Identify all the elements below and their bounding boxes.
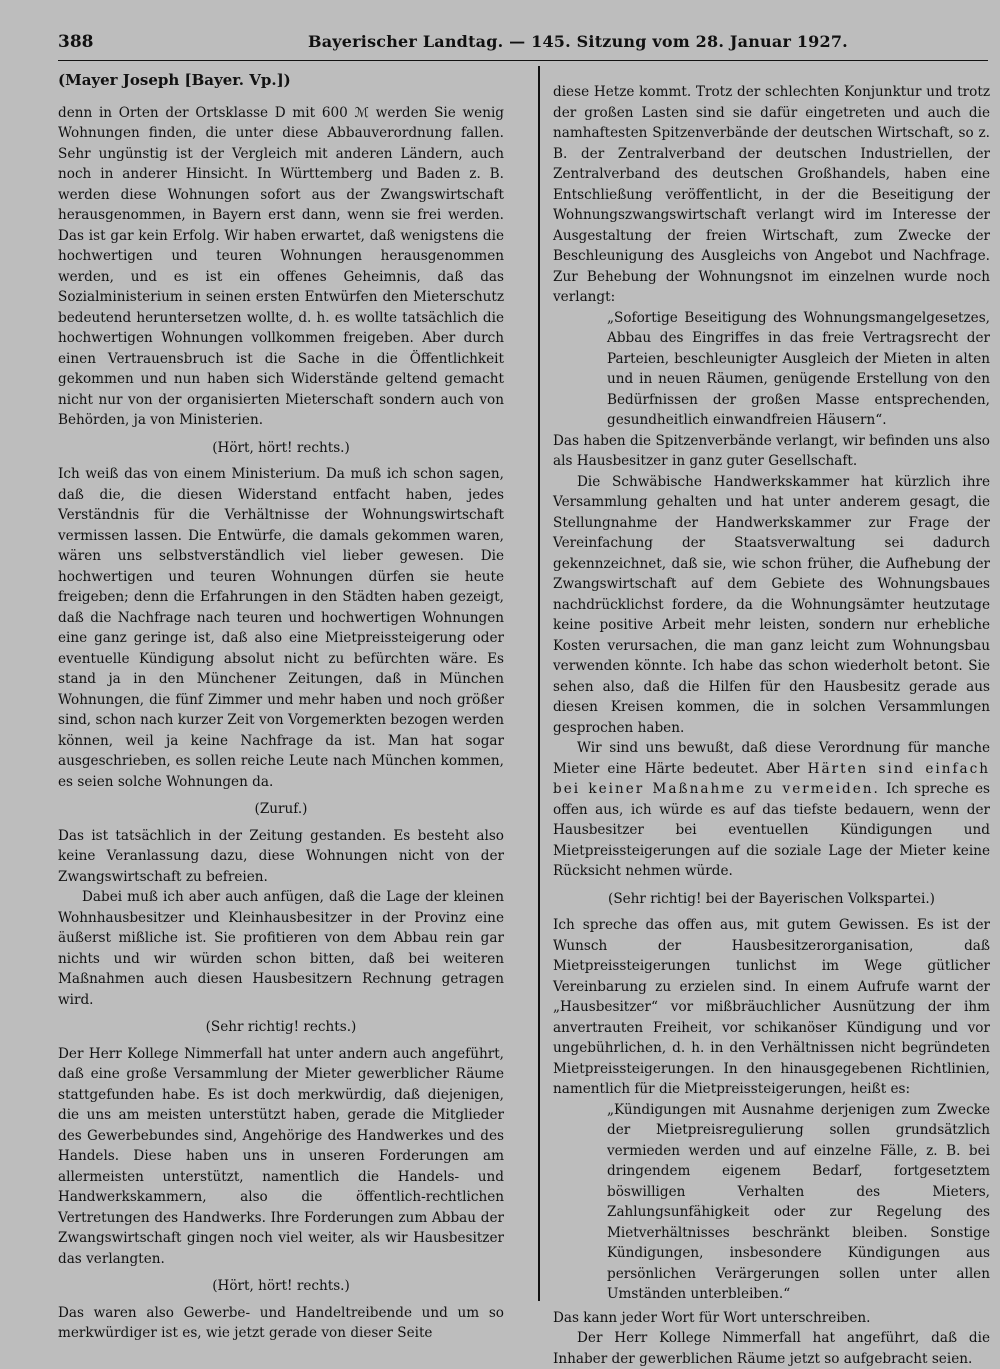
paragraph: Das kann jeder Wort für Wort unterschreiben. bbox=[553, 1309, 871, 1326]
paragraph-text: Wir sind uns bewußt, daß diese Verordnung für manche Mieter eine Härte bedeutet. Aber bbox=[553, 740, 990, 777]
paragraph: Ich spreche das offen aus, mit gutem Gewissen. Es ist der Wunsch der Hausbesitzerorganisation, daß Mietpreissteigerungen tunlichst im Wege gütlicher Vereinbarung zu erzielen sind. In einem Aufrufe warnt der „Hausbesitzer“ vor mißbräuchlicher Ausnützung der ihm anvertrauten Freiheit, vor schikanöser Kündigung und vor ungebührlichen, d. h. in den Verhältnissen nicht begründeten Mietpreissteigerungen. In den hinausgegebenen Richtlinien, namentlich für die Mietpreissteigerungen, heißt es: bbox=[553, 917, 990, 1097]
paragraph: Der Herr Kollege Nimmerfall hat angeführt, daß die Inhaber der gewerblichen Räume jetzt so aufgebracht seien. bbox=[553, 1330, 990, 1367]
paragraph-text: Ich spreche es offen aus, ich würde es auf das tiefste bedauern, wenn der Hausbesitzer bei eventuellen Kündigungen und Mietpreissteigerungen auf die soziale Lage der Mieter keine Rücksicht nehmen würde. bbox=[553, 781, 990, 879]
emphasized-text: Härten sind einfach bei keiner Maßnahme zu vermeiden. bbox=[553, 760, 990, 797]
paragraph: Der Herr Kollege Nimmerfall hat unter andern auch angeführt, daß eine große Versammlung der Mieter gewerblicher Räume stattgefunden habe. Es ist doch merkwürdig, daß diejenigen, die uns am meisten unterstützt haben, gerade die Mitglieder des Gewerbebundes sind, Angehörige des Handwerkes und des Handels. Diese haben uns in unseren Forderungen am allermeisten unterstützt, namentlich die Handels- und Handwerkskammern, also die öffentlich-rechtlichen Vertretungen des Handwerks. Ihre Forderungen zum Abbau der Zwangswirtschaft gingen noch viel weiter, als wir Hausbesitzer das verlangten. bbox=[58, 1045, 504, 1267]
paragraph: denn in Orten der Ortsklasse D mit 600 ℳ werden Sie wenig Wohnungen finden, die unter diese Abbauverordnung fallen. Sehr ungünstig ist der Vergleich mit anderen Ländern, auch noch in anderer Hinsicht. In Württemberg und Baden z. B. werden diese Wohnungen sofort aus der Zwangswirtschaft herausgenommen, in Bayern erst dann, wenn sie frei werden. Das ist gar kein Erfolg. Wir haben erwartet, daß wenigstens die hochwertigen und teuren Wohnungen herausgenommen werden, und es ist ein offenes Geheimnis, daß das Sozialministerium in seinen ersten Entwürfen den Mieterschutz bedeutend heruntersetzen wollte, d. h. es wollte tatsächlich die hochwertigen Wohnungen vollkommen freigeben. Aber durch einen Vertrauensbruch ist die Sache in die Öffentlichkeit gekommen und nun haben sich Widerstände geltend gemacht nicht nur von der organisierten Mieterschaft sondern auch von Behörden, ja von Ministerien. bbox=[58, 104, 504, 428]
paragraph: Das waren also Gewerbe- und Handeltreibende und um so merkwürdiger ist es, wie jetzt gerade von dieser Seite bbox=[58, 1304, 504, 1341]
interjection: (Hört, hört! rechts.) bbox=[212, 439, 350, 456]
paragraph: diese Hetze kommt. Trotz der schlechten Konjunktur und trotz der großen Lasten sind sie dafür eingetreten und auch die namhaftesten Spitzenverbände der deutschen Wirtschaft, so z. B. der Zentralverband der deutschen Industriellen, der Zentralverband des deutschen Großhandels, haben eine Entschließung veröffentlicht, in der die Beseitigung der Wohnungszwangswirtschaft verlangt wird im Interesse der Ausgestaltung der freien Wirtschaft, zum Zwecke der Beschleunigung des Ausgleichs von Angebot und Nachfrage. Zur Behebung der Wohnungsnot im einzelnen wurde noch verlangt: bbox=[553, 84, 990, 305]
quotation: „Sofortige Beseitigung des Wohnungsmangelgesetzes, Abbau des Eingriffes in das freie Vertragsrecht der Parteien, beschleunigter Ausgleich der Mieten in alten und in neuen Räumen, genügende Erstellung von den Bedürfnissen der großen Masse entsprechenden, gesundheitlich einwandfreien Häusern“. bbox=[607, 309, 990, 428]
running-title: Bayerischer Landtag. — 145. Sitzung vom 28. Januar 1927. bbox=[308, 32, 848, 51]
interjection: (Hört, hört! rechts.) bbox=[212, 1278, 350, 1294]
paragraph: Das haben die Spitzenverbände verlangt, wir befinden uns also als Hausbesitzer in ganz guter Gesellschaft. bbox=[553, 432, 990, 469]
quotation: „Kündigungen mit Ausnahme derjenigen zum Zwecke der Mietpreisregulierung sollen grundsätzlich vermieden werden und auf einzelne Fälle, z. B. bei dringendem eigenem Bedarf, fortgesetztem böswilligen Verhalten des Mieters, Zahlungsunfähigkeit oder zur Regelung des Mietverhältnisses beschränkt bleiben. Sonstige Kündigungen, insbesondere Kündigungen aus persönlichen Verärgerungen sollen unter allen Umständen unterbleiben.“ bbox=[607, 1101, 990, 1302]
page-number: 388 bbox=[58, 32, 94, 52]
paragraph: Ich weiß das von einem Ministerium. Da muß ich schon sagen, daß die, die diesen Widerstand entfacht haben, jedes Verständnis für die Verhältnisse der Wohnungswirtschaft vermissen lassen. Die Entwürfe, die damals gekommen waren, wären uns selbstverständlich viel lieber gewesen. Die hochwertigen und teuren Wohnungen dürfen sie heute freigeben; denn die Erfahrungen in den Städten haben gezeigt, daß die Nachfrage nach teuren und hochwertigen Wohnungen eine ganz geringe ist, daß also eine Mietpreissteigerung oder eventuelle Kündigung absolut nicht zu befürchten wäre. Es stand ja in den Münchener Zeitungen, daß in München Wohnungen, die fünf Zimmer und mehr haben und noch größer sind, schon nach kurzer Zeit von Vorgemerkten bezogen werden können, weil ja keine Nachfrage da ist. Man hat sogar ausgeschrieben, es sollen reiche Leute nach München kommen, es seien solche Wohnungen da. bbox=[58, 466, 504, 790]
paragraph: Das ist tatsächlich in der Zeitung gestanden. Es besteht also keine Veranlassung dazu, diese Wohnungen nicht von der Zwangswirtschaft zu befreien. bbox=[58, 827, 504, 885]
interjection: (Zuruf.) bbox=[254, 801, 308, 817]
speaker-label: (Mayer Joseph [Bayer. Vp.]) bbox=[58, 71, 291, 89]
right-column bbox=[553, 82, 990, 1369]
column-divider bbox=[538, 66, 540, 1301]
paragraph: Die Schwäbische Handwerkskammer hat kürzlich ihre Versammlung gehalten und hat unter anderem gesagt, die Stellungnahme der Handwerkskammer zur Frage der Vereinfachung der Staatsverwaltung sei dadurch gekennzeichnet, daß sie, wie schon früher, die Aufhebung der Zwangswirtschaft auf dem Gebiete des Wohnungsbaues nachdrücklichst fordere, da die Wohnungsämter heutzutage keine positive Arbeit mehr leisten, sondern nur erhebliche Kosten verursachen, die man ganz leicht zum Wohnungsbau verwenden könnte. Ich habe das schon wiederholt betont. Sie sehen also, daß die Hilfen für den Hausbesitz gerade aus diesen Kreisen kommen, die in solchen Versammlungen gesprochen haben. bbox=[553, 473, 990, 736]
left-column bbox=[58, 70, 504, 1344]
interjection: (Sehr richtig! rechts.) bbox=[205, 1019, 357, 1035]
page-header bbox=[58, 28, 988, 61]
paragraph: Dabei muß ich aber auch anfügen, daß die Lage der kleinen Wohnhausbesitzer und Kleinhausbesitzer in der Provinz eine äußerst mißliche ist. Sie profitieren von dem Abbau rein gar nichts und wir würden schon bitten, daß bei weiteren Maßnahmen auch diesen Hausbesitzern Rechnung getragen wird. bbox=[58, 889, 504, 1008]
interjection: (Sehr richtig! bei der Bayerischen Volkspartei.) bbox=[608, 890, 935, 907]
paragraph bbox=[553, 738, 990, 882]
